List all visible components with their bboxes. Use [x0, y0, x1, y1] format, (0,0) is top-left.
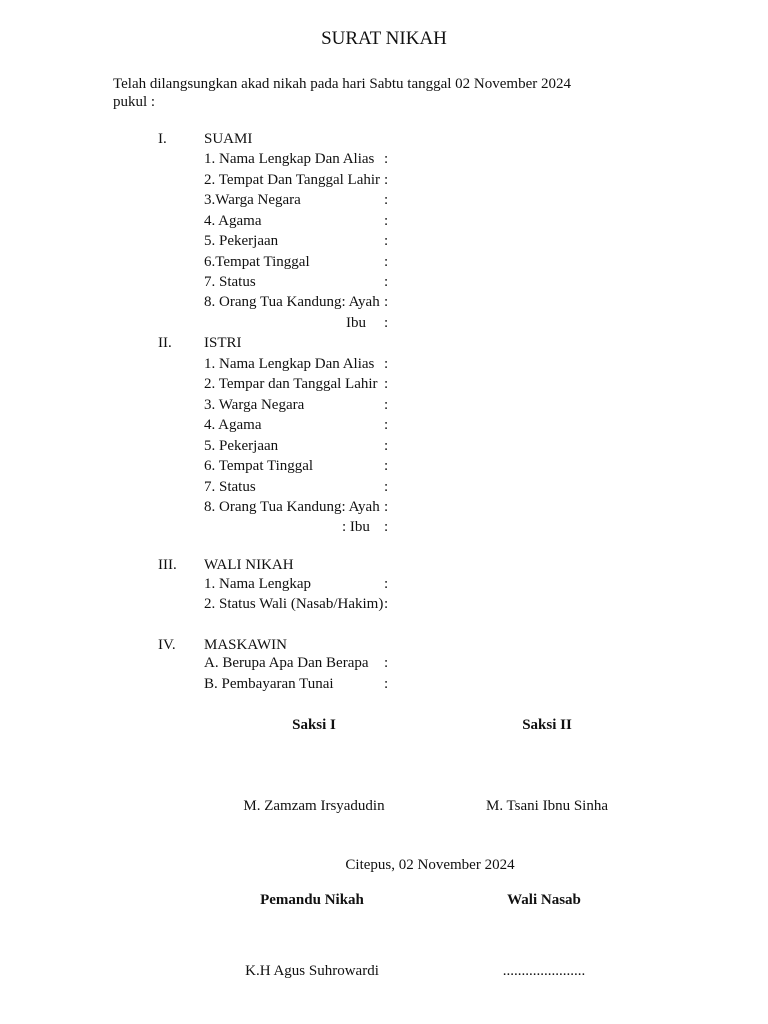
suami-field-label: Ibu [346, 315, 366, 331]
field-colon: : [384, 479, 389, 495]
field-colon: : [384, 233, 389, 249]
field-colon: : [384, 274, 389, 290]
field-colon: : [384, 676, 389, 692]
field-colon: : [384, 151, 389, 167]
suami-field-label: 2. Tempat Dan Tanggal Lahir [204, 172, 381, 188]
saksi-1-title: Saksi I [292, 717, 336, 733]
field-colon: : [384, 192, 389, 208]
section-heading-maskawin: MASKAWIN [204, 637, 287, 653]
saksi-2-name: M. Tsani Ibnu Sinha [485, 798, 608, 814]
field-colon: : [384, 397, 389, 413]
field-colon: : [384, 519, 389, 535]
field-colon: : [384, 172, 389, 188]
istri-field-label: 3. Warga Negara [204, 397, 305, 413]
field-colon: : [384, 356, 389, 372]
field-colon: : [384, 438, 389, 454]
section-heading-istri: ISTRI [204, 335, 242, 351]
wali-field-label: 1. Nama Lengkap [204, 576, 312, 592]
field-colon: : [384, 576, 389, 592]
field-colon: : [384, 315, 389, 331]
istri-field-label: 5. Pekerjaan [204, 438, 279, 454]
section-number-istri: II. [158, 335, 172, 351]
wali-field-label: 2. Status Wali (Nasab/Hakim) [204, 596, 384, 612]
intro-line-2: pukul : [113, 94, 156, 110]
istri-field-label: 6. Tempat Tinggal [204, 458, 314, 474]
maskawin-field-label: A. Berupa Apa Dan Berapa [204, 655, 369, 671]
field-colon: : [384, 294, 389, 310]
istri-field-label: 7. Status [204, 479, 256, 495]
field-colon: : [384, 458, 389, 474]
suami-field-label: 8. Orang Tua Kandung: Ayah [204, 294, 380, 310]
saksi-2-title: Saksi II [522, 717, 572, 733]
field-colon: : [384, 213, 389, 229]
suami-field-label: 6.Tempat Tinggal [204, 254, 310, 270]
istri-field-label: : Ibu [342, 519, 370, 535]
section-number-suami: I. [158, 131, 167, 147]
istri-field-label: 4. Agama [204, 417, 262, 433]
istri-field-label: 8. Orang Tua Kandung: Ayah [204, 499, 380, 515]
intro-line-1: Telah dilangsungkan akad nikah pada hari Sabtu tanggal 02 November 2024 [113, 76, 571, 92]
istri-field-label: 1. Nama Lengkap Dan Alias [204, 356, 375, 372]
maskawin-field-label: B. Pembayaran Tunai [204, 676, 334, 692]
field-colon: : [384, 655, 389, 671]
suami-field-label: 5. Pekerjaan [204, 233, 279, 249]
istri-field-label: 2. Tempar dan Tanggal Lahir [204, 376, 378, 392]
field-colon: : [384, 499, 389, 515]
field-colon: : [384, 376, 389, 392]
field-colon: : [384, 254, 389, 270]
place-date: Citepus, 02 November 2024 [345, 857, 515, 873]
saksi-1-name: M. Zamzam Irsyadudin [243, 798, 385, 814]
pemandu-nikah-name: K.H Agus Suhrowardi [245, 963, 379, 979]
section-heading-wali: WALI NIKAH [204, 557, 294, 573]
suami-field-label: 7. Status [204, 274, 256, 290]
suami-field-label: 3.Warga Negara [204, 192, 301, 208]
document-title: SURAT NIKAH [321, 28, 447, 49]
suami-field-label: 1. Nama Lengkap Dan Alias [204, 151, 375, 167]
suami-field-label: 4. Agama [204, 213, 262, 229]
wali-nasab-title: Wali Nasab [507, 892, 581, 908]
field-colon: : [384, 596, 389, 612]
section-number-wali: III. [158, 557, 177, 573]
section-number-maskawin: IV. [158, 637, 176, 653]
section-heading-suami: SUAMI [204, 131, 253, 147]
pemandu-nikah-title: Pemandu Nikah [260, 892, 364, 908]
wali-nasab-signature-line: ...................... [502, 963, 586, 979]
field-colon: : [384, 417, 389, 433]
